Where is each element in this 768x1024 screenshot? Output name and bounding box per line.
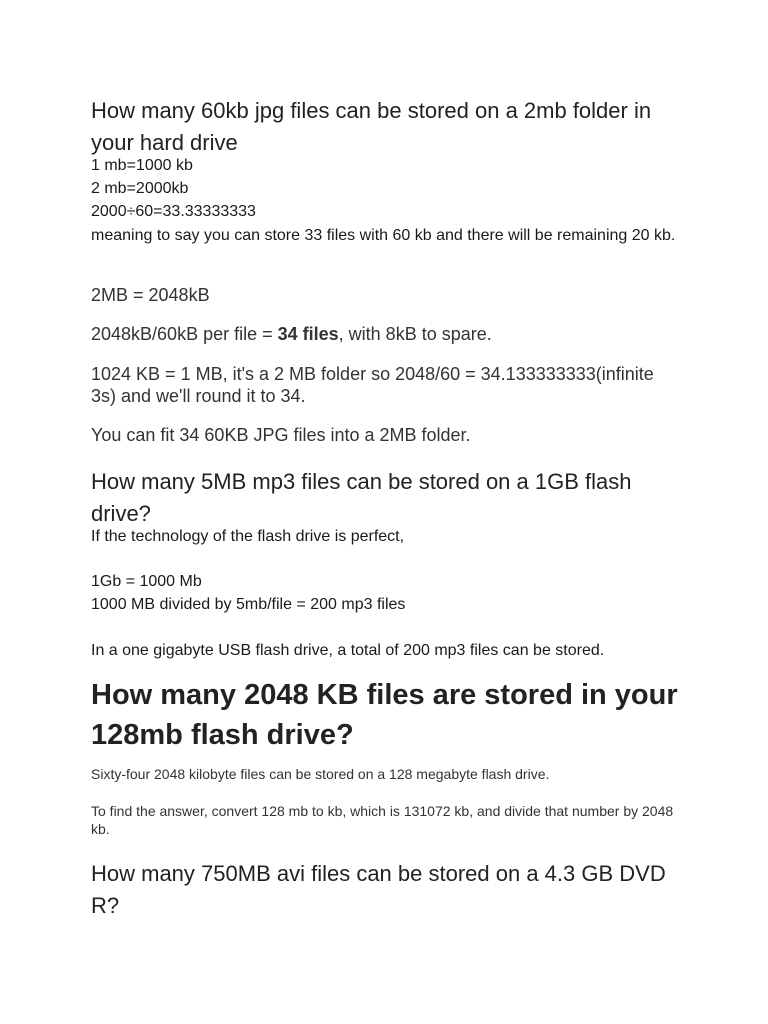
answer-line: 1Gb = 1000 Mb — [91, 573, 202, 590]
answer-line: 1000 MB divided by 5mb/file = 200 mp3 files — [91, 596, 406, 613]
answer-paragraph: 2048kB/60kB per file = 34 files, with 8kB to spare. — [91, 324, 492, 344]
answer-paragraph: To find the answer, convert 128 mb to kb, which is 131072 kb, and divide that number by 2048 kb. — [91, 803, 674, 837]
question-heading-60kb-jpg: How many 60kb jpg files can be stored on a 2mb folder in your hard drive — [91, 98, 652, 155]
answer-line: 2 mb=2000kb — [91, 180, 189, 197]
answer-line: In a one gigabyte USB flash drive, a total of 200 mp3 files can be stored. — [91, 642, 605, 659]
answer-line: If the technology of the flash drive is perfect, — [91, 528, 405, 545]
answer-paragraph: You can fit 34 60KB JPG files into a 2MB folder. — [91, 425, 471, 445]
answer-line: 2000÷60=33.33333333 — [91, 203, 256, 220]
emphasis-text: 34 files — [277, 324, 339, 344]
answer-paragraph: 1024 KB = 1 MB, it's a 2 MB folder so 2048/60 = 34.133333333(infinite 3s) and we'll round it to 34. — [91, 364, 654, 406]
question-heading-750mb-avi: How many 750MB avi files can be stored on a 4.3 GB DVD R? — [91, 861, 666, 918]
question-heading-5mb-mp3: How many 5MB mp3 files can be stored on a 1GB flash drive? — [91, 469, 632, 526]
answer-paragraph: 2MB = 2048kB — [91, 285, 210, 305]
answer-line: 1 mb=1000 kb — [91, 157, 193, 174]
question-heading-2048kb: How many 2048 KB files are stored in your 128mb flash drive? — [91, 679, 678, 751]
answer-line: meaning to say you can store 33 files with 60 kb and there will be remaining 20 kb. — [91, 227, 676, 244]
answer-paragraph: Sixty-four 2048 kilobyte files can be stored on a 128 megabyte flash drive. — [91, 766, 550, 782]
